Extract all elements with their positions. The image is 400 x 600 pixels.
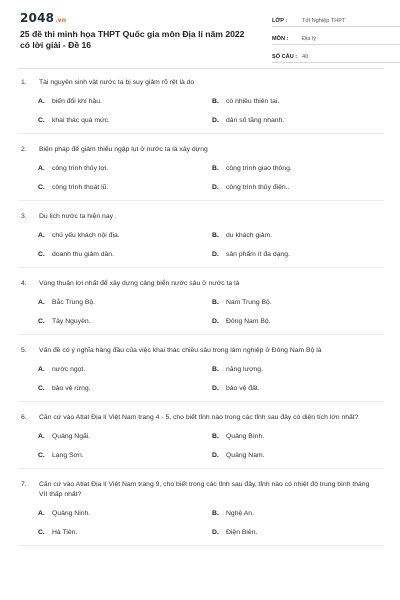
question-item (18, 145, 384, 201)
question-number: 6. (21, 414, 27, 421)
option-letter: A. (38, 510, 45, 517)
option-text: công trình thoát lũ. (52, 184, 109, 191)
answer-option[interactable] (194, 97, 370, 116)
option-text: Quảng Nam. (226, 452, 265, 459)
answer-option[interactable] (18, 116, 194, 135)
option-letter: D. (212, 529, 219, 536)
option-text: công trình thủy điện.. (226, 184, 290, 191)
option-text: Nghệ An. (226, 510, 254, 517)
answer-row (18, 250, 384, 269)
answer-row (18, 231, 384, 250)
meta-row-class (272, 12, 400, 27)
option-letter: C. (38, 529, 45, 536)
question-list (18, 78, 384, 557)
question-header (18, 78, 384, 88)
answer-option[interactable] (18, 509, 194, 528)
answer-option[interactable] (18, 365, 194, 384)
option-text: bảo vệ rừng. (52, 385, 91, 392)
option-letter: B. (212, 165, 219, 172)
question-number: 5. (21, 347, 27, 354)
question-number: 7. (21, 481, 27, 488)
question-item (18, 413, 384, 469)
site-logo[interactable] (20, 11, 66, 25)
option-letter: D. (212, 385, 219, 392)
option-text: Lạng Sơn. (52, 452, 84, 459)
option-letter: B. (212, 232, 219, 239)
answer-row (18, 451, 384, 470)
answer-row (18, 116, 384, 135)
answer-row (18, 528, 384, 547)
answer-option[interactable] (194, 298, 370, 317)
option-text: công trình thủy lợi. (52, 165, 109, 172)
meta-value: 40 (302, 54, 309, 60)
answer-row (18, 317, 384, 336)
option-letter: C. (38, 117, 45, 124)
option-text: Quảng Bình. (226, 433, 265, 440)
option-text: Nam Trung Bộ. (226, 299, 272, 306)
answer-option[interactable] (194, 365, 370, 384)
answer-option[interactable] (194, 528, 370, 547)
answer-option[interactable] (18, 384, 194, 403)
answer-options (18, 432, 384, 470)
question-header (18, 212, 384, 222)
answer-option[interactable] (194, 451, 370, 470)
option-letter: D. (212, 184, 219, 191)
answer-options (18, 298, 384, 336)
answer-row (18, 432, 384, 451)
option-text: Quảng Ngãi. (52, 433, 91, 440)
option-letter: C. (38, 385, 45, 392)
option-letter: C. (38, 251, 45, 258)
answer-row (18, 183, 384, 202)
question-item (18, 78, 384, 134)
answer-row (18, 365, 384, 384)
answer-options (18, 164, 384, 202)
exam-title: 25 đề thi minh họa THPT Quốc gia môn Địa lí năm 2022 có lời giải - Đề 16 (20, 29, 245, 50)
meta-row-count (272, 48, 400, 63)
option-text: nước ngọt. (52, 366, 86, 373)
answer-row (18, 97, 384, 116)
question-header (18, 480, 384, 500)
meta-label: SỐ CÂU : (272, 54, 298, 60)
option-letter: B. (212, 510, 219, 517)
option-text: bảo vệ đất. (226, 385, 260, 392)
meta-row-subject (272, 30, 400, 45)
answer-options (18, 365, 384, 403)
option-text: Đông Nam Bộ. (226, 318, 271, 325)
option-text: chủ yếu khách nội địa. (52, 232, 120, 239)
answer-option[interactable] (194, 183, 370, 202)
question-item (18, 480, 384, 546)
option-letter: C. (38, 318, 45, 325)
answer-option[interactable] (18, 97, 194, 116)
option-letter: D. (212, 452, 219, 459)
option-letter: D. (212, 318, 219, 325)
question-item (18, 346, 384, 402)
option-letter: B. (212, 98, 219, 105)
answer-option[interactable] (194, 432, 370, 451)
exam-meta (272, 12, 400, 66)
answer-option[interactable] (18, 317, 194, 336)
question-header (18, 413, 384, 423)
option-letter: A. (38, 165, 45, 172)
question-item (18, 212, 384, 268)
option-text: Điện Biên. (226, 529, 258, 536)
page-header (18, 0, 384, 66)
option-text: năng lượng. (226, 366, 263, 373)
option-letter: A. (38, 232, 45, 239)
option-text: doanh thu giảm dần. (52, 251, 114, 258)
answer-option[interactable] (18, 164, 194, 183)
answer-row (18, 164, 384, 183)
option-text: du khách giảm. (226, 232, 273, 239)
meta-value: Địa lý (302, 36, 316, 42)
answer-row (18, 384, 384, 403)
option-letter: B. (212, 433, 219, 440)
question-text: Căn cứ vào Atlat Địa lí Việt Nam trang 9, cho biết trong các tỉnh sau đây, tỉnh nào có nhiệt độ trung bình tháng VII thấp nhất? (39, 481, 370, 498)
question-header (18, 346, 384, 356)
question-header (18, 145, 384, 155)
answer-option[interactable] (18, 183, 194, 202)
question-item (18, 279, 384, 335)
option-letter: B. (212, 366, 219, 373)
option-letter: A. (38, 366, 45, 373)
option-text: khai thác quá mức. (52, 117, 110, 124)
meta-label: LỚP : (272, 18, 288, 24)
option-letter: D. (212, 251, 219, 258)
answer-options (18, 509, 384, 547)
answer-row (18, 509, 384, 528)
answer-option[interactable] (194, 250, 370, 269)
answer-options (18, 231, 384, 269)
option-text: Hà Tiên. (52, 529, 78, 536)
question-text: Vùng thuận lợi nhất để xây dựng cảng biển nước sâu ở nước ta là (39, 280, 240, 287)
header-divider (18, 68, 384, 69)
answer-option[interactable] (194, 384, 370, 403)
question-number: 2. (21, 146, 27, 153)
question-number: 1. (21, 79, 27, 86)
question-number: 4. (21, 280, 27, 287)
answer-option[interactable] (18, 528, 194, 547)
logo-domain: .vn (55, 17, 67, 24)
answer-option[interactable] (18, 451, 194, 470)
option-text: Tây Nguyên. (52, 318, 91, 325)
option-letter: C. (38, 452, 45, 459)
answer-option[interactable] (18, 432, 194, 451)
answer-option[interactable] (194, 317, 370, 336)
question-text: Căn cứ vào Atlat Địa lí Việt Nam trang 4 - 5, cho biết tỉnh nào trong các tỉnh sau đây có diện tích lớn nhất? (39, 414, 359, 421)
option-letter: C. (38, 184, 45, 191)
answer-option[interactable] (194, 509, 370, 528)
option-text: sản phẩm ít đa dạng. (226, 251, 290, 258)
answer-option[interactable] (18, 250, 194, 269)
question-number: 3. (21, 213, 27, 220)
question-header (18, 279, 384, 289)
meta-label: MÔN : (272, 36, 289, 42)
answer-option[interactable] (194, 231, 370, 250)
answer-options (18, 97, 384, 135)
option-letter: A. (38, 299, 45, 306)
question-text: Tài nguyên sinh vật nước ta bị suy giảm rõ rệt là do (39, 79, 195, 86)
option-text: Bắc Trung Bộ. (52, 299, 96, 306)
answer-option[interactable] (18, 231, 194, 250)
option-letter: A. (38, 433, 45, 440)
answer-row (18, 298, 384, 317)
question-text: Vấn đề có ý nghĩa hàng đầu của việc khai thác chiều sâu trong lâm nghiệp ở Đông Nam Bộ là (39, 347, 322, 354)
answer-option[interactable] (194, 164, 370, 183)
option-text: Quảng Ninh. (52, 510, 91, 517)
option-text: công trình giao thông. (226, 165, 292, 172)
option-text: có nhiều thiên tai. (226, 98, 280, 105)
option-letter: D. (212, 117, 219, 124)
option-letter: A. (38, 98, 45, 105)
question-text: Du lịch nước ta hiện nay . (39, 213, 117, 220)
question-text: Biện pháp để giảm thiểu ngập lụt ở nước ta là xây dựng (39, 146, 208, 153)
option-text: dân số tăng nhanh. (226, 117, 285, 124)
answer-option[interactable] (194, 116, 370, 135)
option-letter: B. (212, 299, 219, 306)
option-text: biến đổi khí hậu. (52, 98, 102, 105)
meta-value: Tốt Nghiệp THPT (302, 18, 346, 24)
answer-option[interactable] (18, 298, 194, 317)
logo-text: 2048 (20, 11, 55, 25)
